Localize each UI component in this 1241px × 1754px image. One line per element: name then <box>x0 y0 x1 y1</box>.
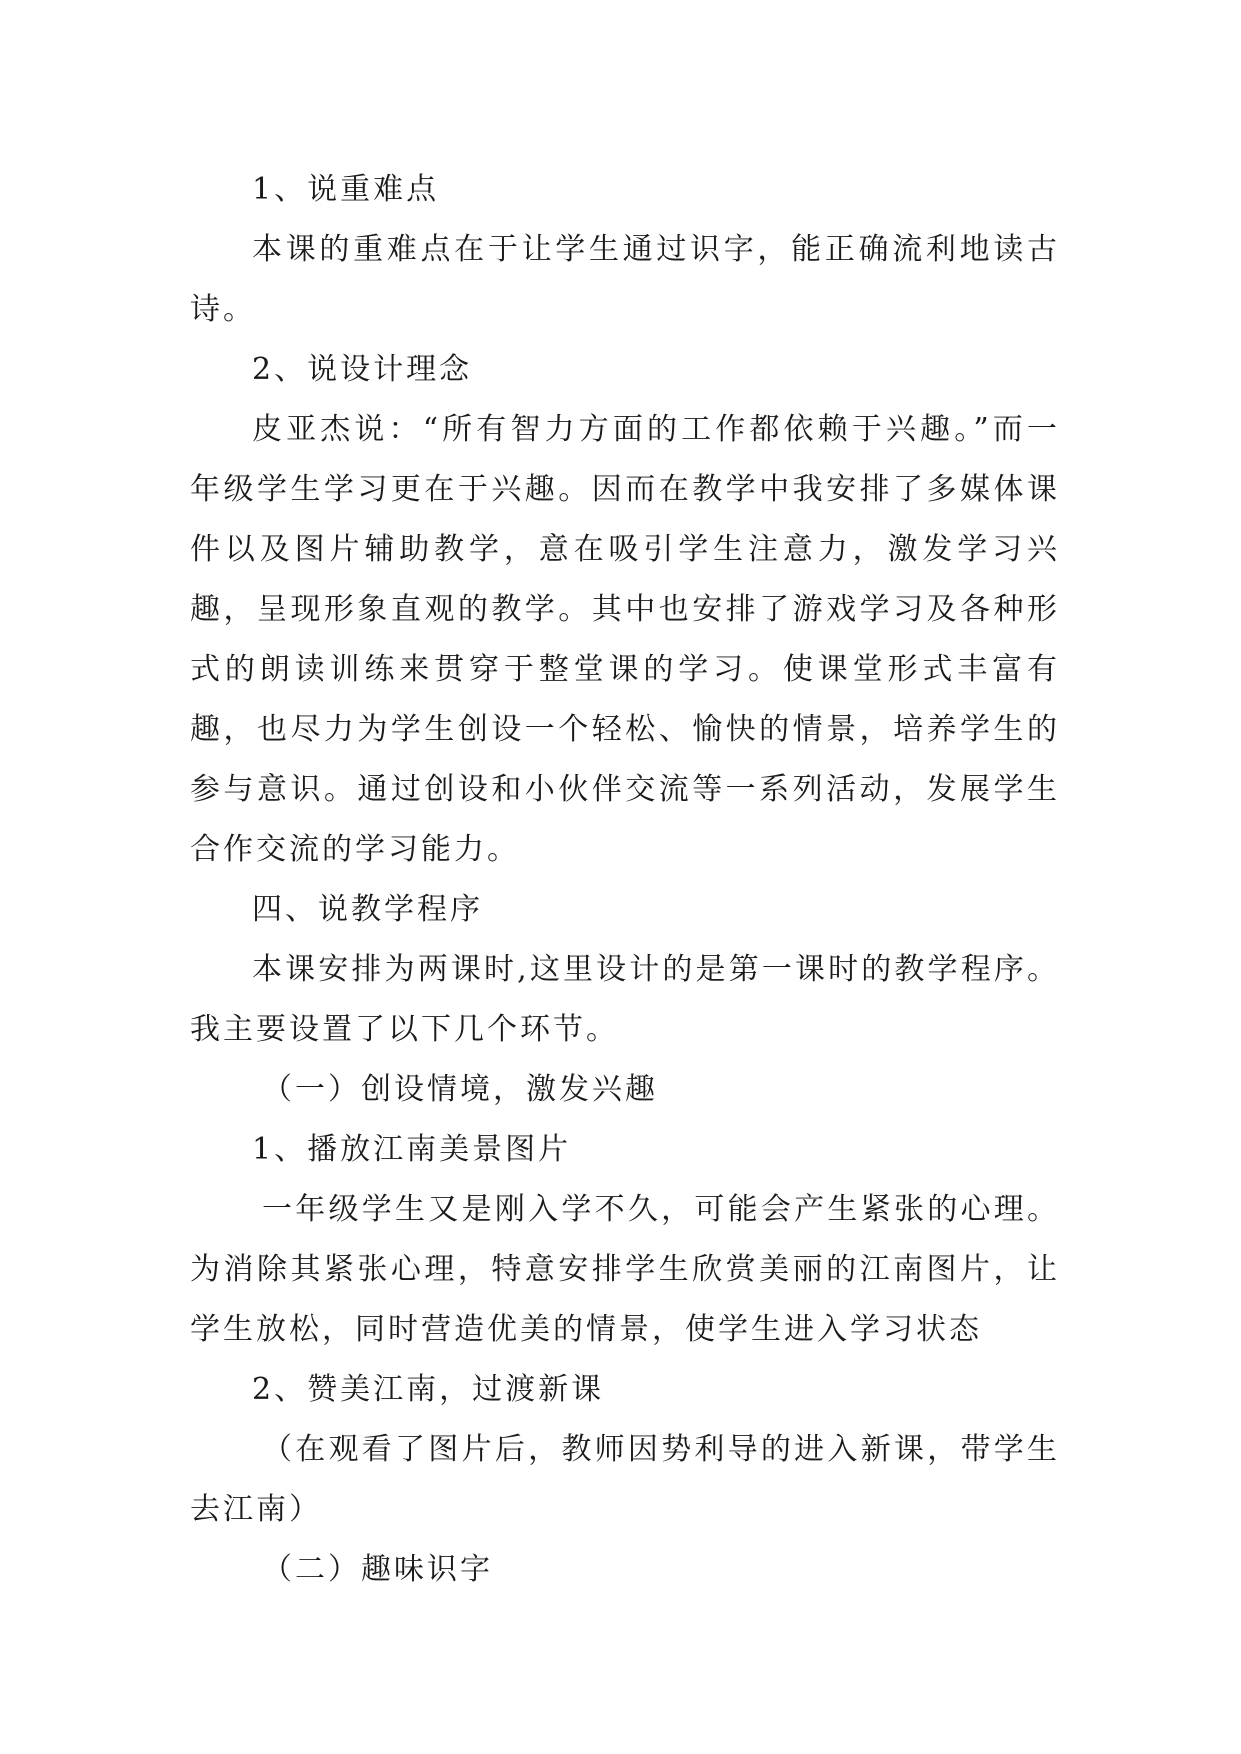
heading-section-two: （二）趣味识字 <box>262 1552 493 1587</box>
heading-key-points: 1、说重难点 <box>252 172 440 207</box>
heading-show-pictures: 1、播放江南美景图片 <box>252 1132 572 1167</box>
paragraph-praise-jiangnan: （在观看了图片后，教师因势利导的进入新课，带学生去江南） <box>190 1432 1060 1527</box>
paragraph-teaching-procedure: 本课安排为两课时,这里设计的是第一课时的教学程序。我主要设置了以下几个环节。 <box>190 952 1060 1047</box>
paragraph-key-points: 本课的重难点在于让学生通过识字，能正确流利地读古诗。 <box>190 232 1060 327</box>
heading-praise-jiangnan: 2、赞美江南，过渡新课 <box>252 1372 605 1407</box>
heading-section-one: （一）创设情境，激发兴趣 <box>262 1072 658 1107</box>
heading-design-concept: 2、说设计理念 <box>252 352 473 387</box>
paragraph-show-pictures: 一年级学生又是刚入学不久，可能会产生紧张的心理。为消除其紧张心理，特意安排学生欣赏美丽的江南图片，让学生放松，同时营造优美的情景，使学生进入学习状态 <box>190 1192 1060 1347</box>
document-body <box>190 160 1060 1600</box>
heading-teaching-procedure: 四、说教学程序 <box>252 892 483 927</box>
paragraph-design-concept: 皮亚杰说：“所有智力方面的工作都依赖于兴趣。”而一年级学生学习更在于兴趣。因而在教学中我安排了多媒体课件以及图片辅助教学，意在吸引学生注意力，激发学习兴趣，呈现形象直观的教学。其中也安排了游戏学习及各种形式的朗读训练来贯穿于整堂课的学习。使课堂形式丰富有趣，也尽力为学生创设一个轻松、愉快的情景，培养学生的参与意识。通过创设和小伙伴交流等一系列活动，发展学生合作交流的学习能力。 <box>190 412 1060 867</box>
